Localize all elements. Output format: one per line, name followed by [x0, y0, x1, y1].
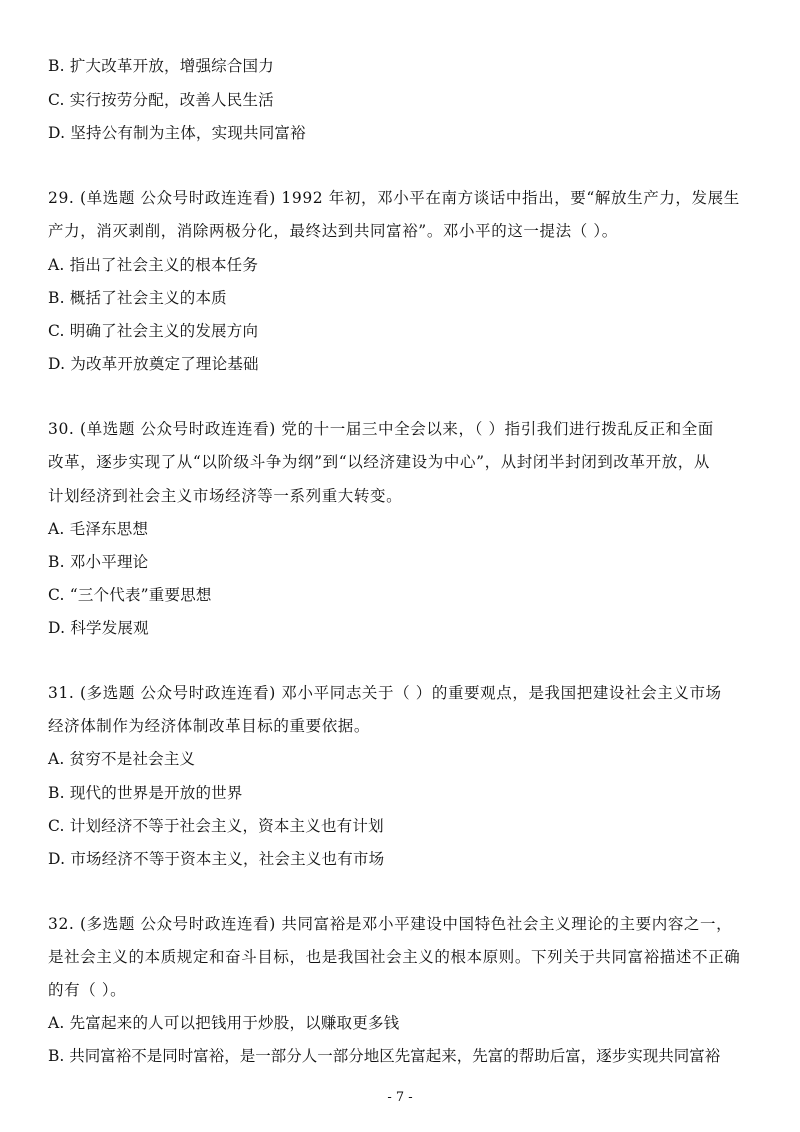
q29-option-b: B. 概括了社会主义的本质 [48, 289, 227, 307]
q30-option-d: D. 科学发展观 [48, 619, 149, 637]
q30-stem-line-1: 30. (单选题 公众号时政连连看) 党的十一届三中全会以来，（ ）指引我们进行拨乱反正和全面 [48, 420, 714, 438]
q32-stem-line-1: 32. (多选题 公众号时政连连看) 共同富裕是邓小平建设中国特色社会主义理论的主要内容之一， [48, 915, 733, 933]
q31-stem-line-1: 31. (多选题 公众号时政连连看) 邓小平同志关于（ ）的重要观点，是我国把建设社会主义市场 [48, 684, 722, 702]
q31-option-b: B. 现代的世界是开放的世界 [48, 784, 243, 802]
q31-option-a: A. 贫穷不是社会主义 [48, 750, 196, 768]
page-number: - 7 - [387, 1090, 413, 1105]
q30-option-b: B. 邓小平理论 [48, 553, 149, 571]
q30-stem-line-3: 计划经济到社会主义市场经济等一系列重大转变。 [48, 487, 403, 505]
q29-stem-line-1: 29. (单选题 公众号时政连连看) 1992 年初，邓小平在南方谈话中指出，要“解放生产力，发展生 [48, 189, 740, 207]
q29-option-d: D. 为改革开放奠定了理论基础 [48, 355, 259, 373]
q30-option-c: C. “三个代表”重要思想 [48, 586, 212, 604]
q32-stem-line-3: 的有（ ）。 [48, 981, 127, 999]
q28-option-d: D. 坚持公有制为主体，实现共同富裕 [48, 124, 306, 142]
q31-stem-line-2: 经济体制作为经济体制改革目标的重要依据。 [48, 717, 371, 735]
q29-option-c: C. 明确了社会主义的发展方向 [48, 322, 259, 340]
q29-stem-line-2: 产力，消灭剥削，消除两极分化，最终达到共同富裕”。邓小平的这一提法（ ）。 [48, 222, 618, 240]
q28-option-b: B. 扩大改革开放，增强综合国力 [48, 57, 274, 75]
q28-option-c: C. 实行按劳分配，改善人民生活 [48, 91, 274, 109]
q32-option-b: B. 共同富裕不是同时富裕，是一部分人一部分地区先富起来，先富的帮助后富，逐步实现共同富裕 [48, 1047, 721, 1065]
q31-option-c: C. 计划经济不等于社会主义，资本主义也有计划 [48, 817, 384, 835]
q32-stem-line-2: 是社会主义的本质规定和奋斗目标，也是我国社会主义的根本原则。下列关于共同富裕描述不正确 [48, 948, 741, 966]
q30-option-a: A. 毛泽东思想 [48, 520, 149, 538]
q32-option-a: A. 先富起来的人可以把钱用于炒股，以赚取更多钱 [48, 1014, 400, 1032]
q29-option-a: A. 指出了社会主义的根本任务 [48, 256, 259, 274]
q31-option-d: D. 市场经济不等于资本主义，社会主义也有市场 [48, 850, 385, 868]
q30-stem-line-2: 改革，逐步实现了从“以阶级斗争为纲”到“以经济建设为中心”，从封闭半封闭到改革开放，从 [48, 453, 710, 471]
